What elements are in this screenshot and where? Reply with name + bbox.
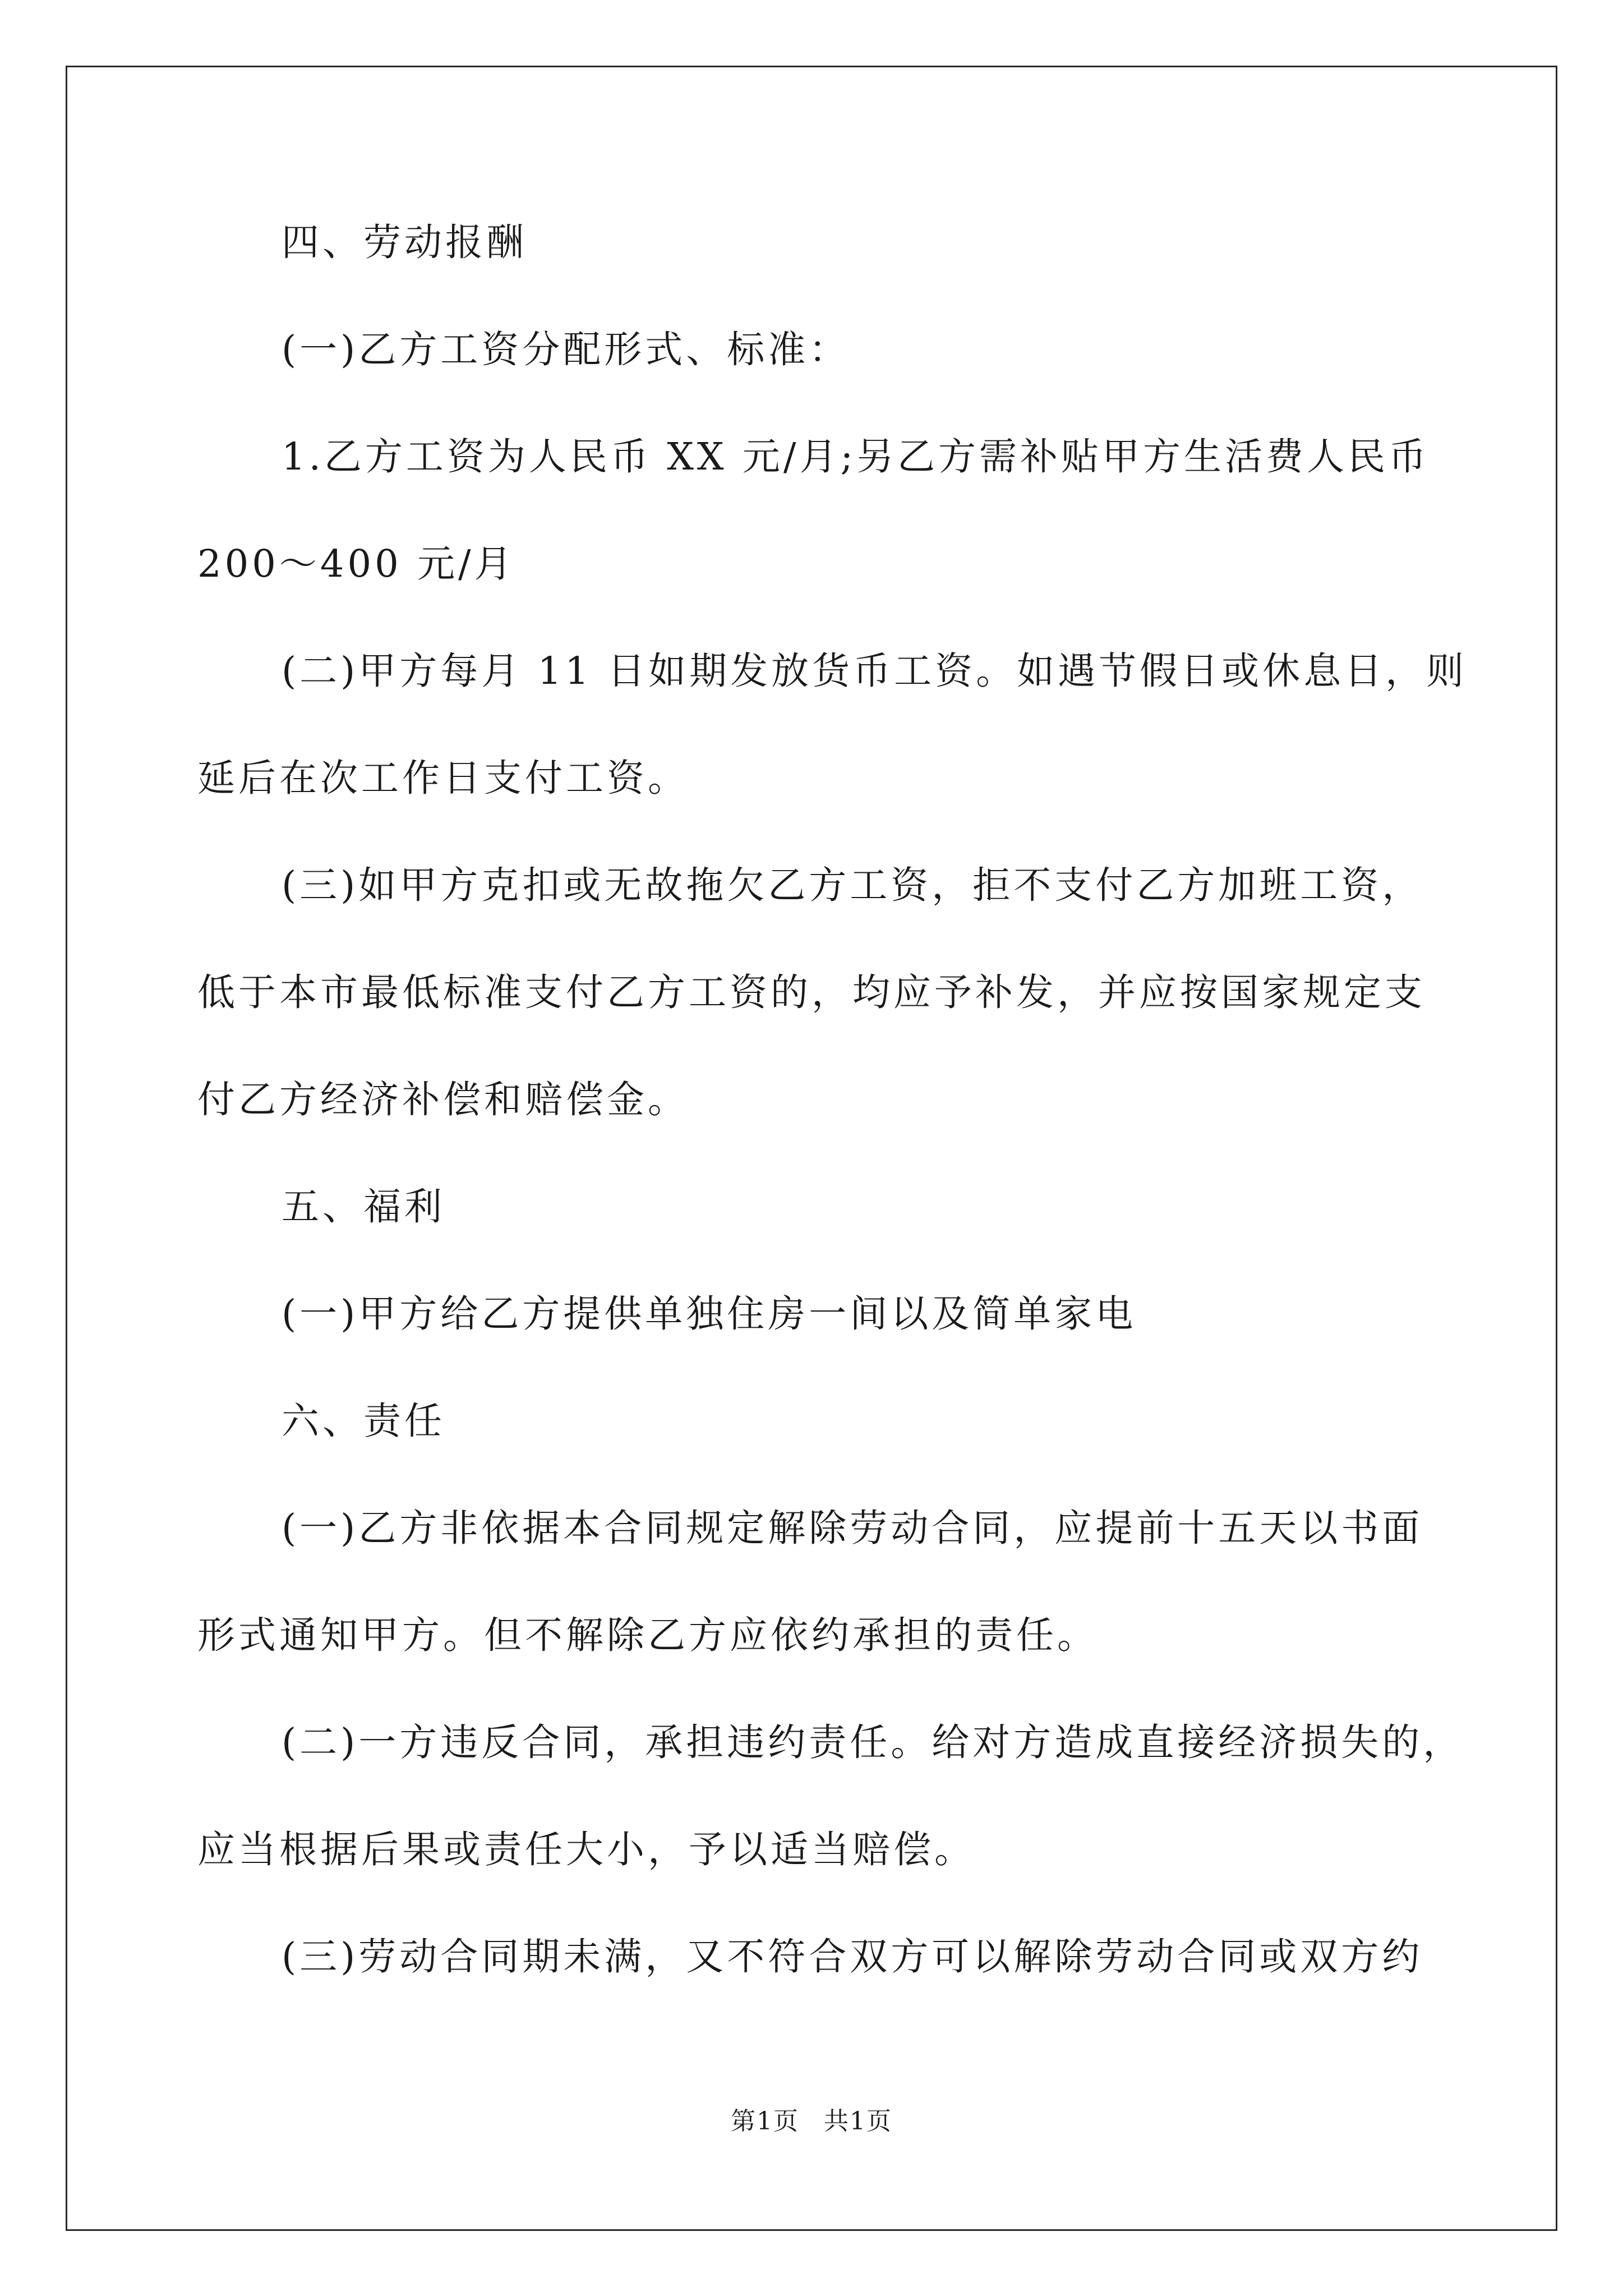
paragraph-line: (三)如甲方克扣或无故拖欠乙方工资，拒不支付乙方加班工资， bbox=[282, 863, 1423, 907]
page-border bbox=[66, 66, 1557, 2231]
paragraph-line: (三)劳动合同期未满，又不符合双方可以解除劳动合同或双方约 bbox=[282, 1935, 1423, 1978]
paragraph-line: (二)一方违反合同，承担违约责任。给对方造成直接经济损失的， bbox=[282, 1720, 1464, 1764]
paragraph-line: (二)甲方每月 11 日如期发放货币工资。如遇节假日或休息日，则 bbox=[282, 649, 1468, 693]
paragraph-line: 付乙方经济补偿和赔偿金。 bbox=[197, 1078, 689, 1121]
paragraph-line: (一)乙方非依据本合同规定解除劳动合同，应提前十五天以书面 bbox=[282, 1506, 1423, 1550]
page-footer bbox=[0, 2101, 1623, 2137]
section-heading-5: 五、福利 bbox=[282, 1185, 445, 1228]
paragraph-line: 低于本市最低标准支付乙方工资的，均应予补发，并应按国家规定支 bbox=[197, 970, 1426, 1014]
page-total: 共1页 bbox=[824, 2107, 892, 2136]
paragraph-line: (一)甲方给乙方提供单独住房一间以及简单家电 bbox=[282, 1292, 1137, 1336]
paragraph-line: 延后在次工作日支付工资。 bbox=[197, 756, 689, 800]
section-heading-4: 四、劳动报酬 bbox=[282, 220, 527, 264]
paragraph-line: (一)乙方工资分配形式、标准： bbox=[282, 328, 850, 371]
paragraph-line: 形式通知甲方。但不解除乙方应依约承担的责任。 bbox=[197, 1613, 1098, 1657]
page-number: 第1页 bbox=[731, 2107, 799, 2136]
section-heading-6: 六、责任 bbox=[282, 1399, 445, 1443]
paragraph-line: 200～400 元/月 bbox=[197, 542, 515, 586]
paragraph-line: 1.乙方工资为人民币 XX 元/月;另乙方需补贴甲方生活费人民币 bbox=[282, 435, 1430, 478]
paragraph-line: 应当根据后果或责任大小，予以适当赔偿。 bbox=[197, 1828, 975, 1871]
